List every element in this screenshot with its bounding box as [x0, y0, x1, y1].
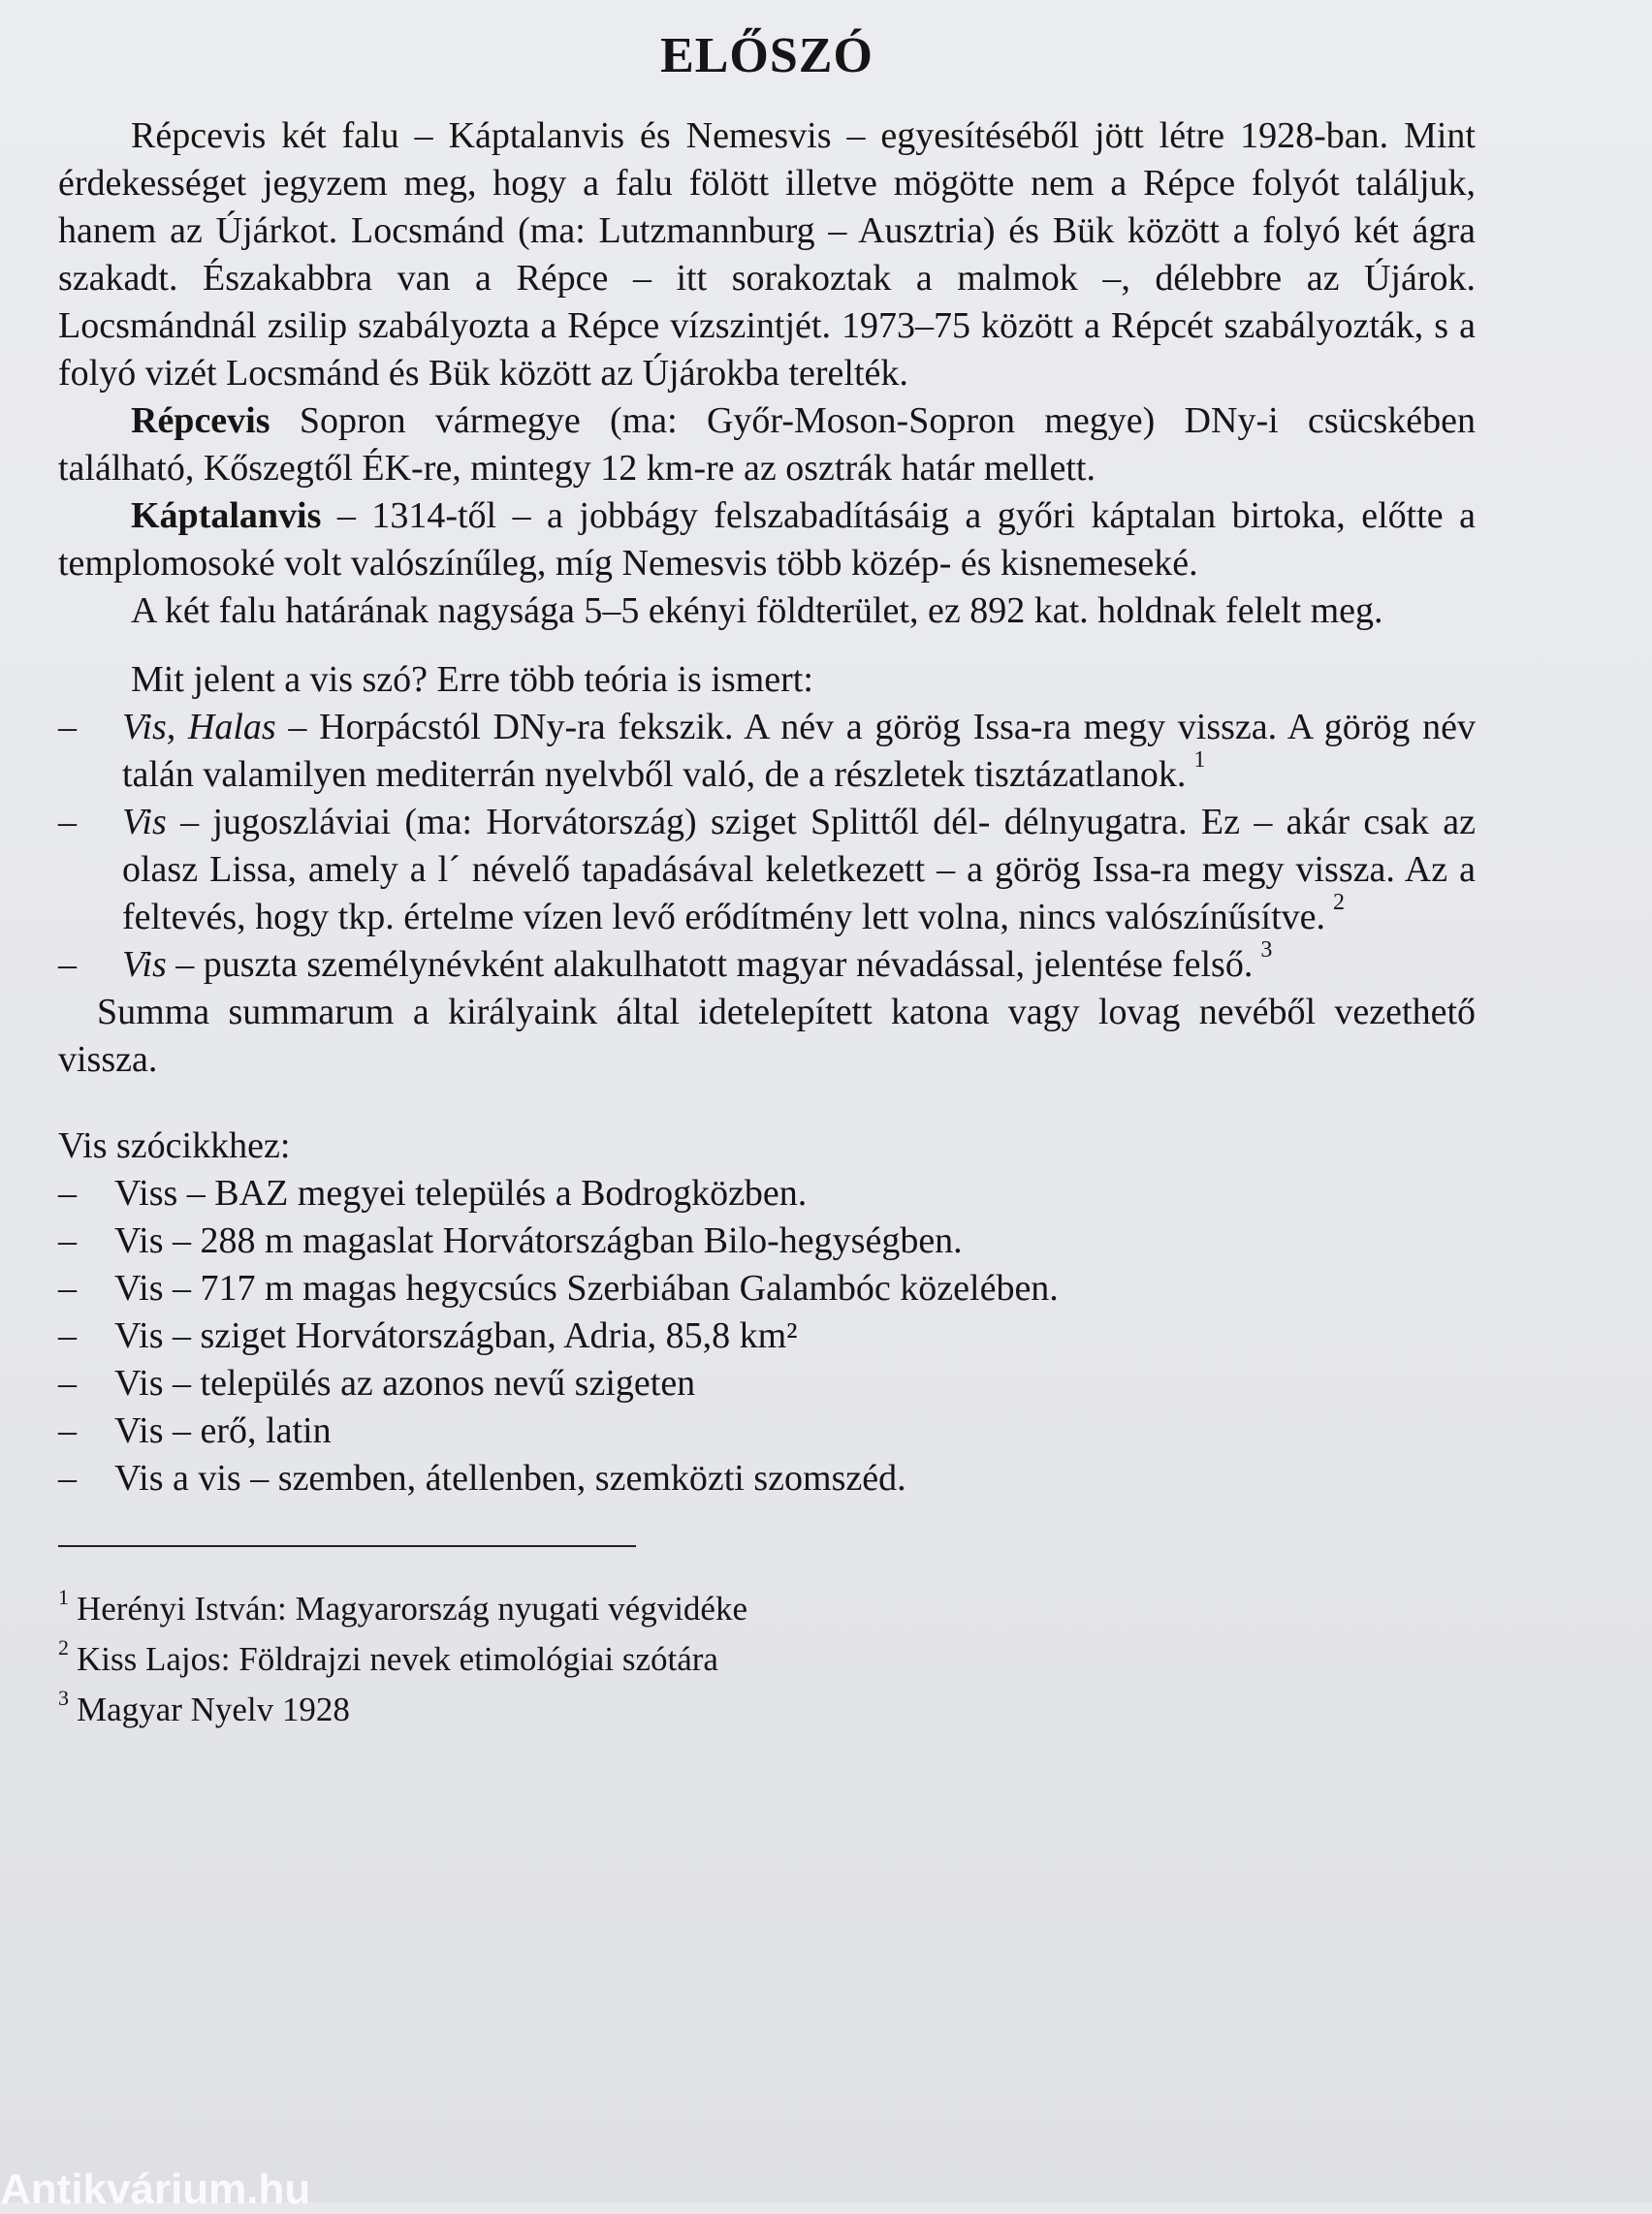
theory-term: Vis: [122, 802, 167, 842]
theory-item: [58, 704, 1476, 799]
paragraph-boundary: A két falu határának nagysága 5–5 ekényi földterület, ez 892 kat. holdnak felelt meg.: [131, 590, 1383, 631]
list-item-text: Vis – 288 m magaslat Horvátországban Bilo-hegységben.: [114, 1220, 963, 1261]
dash-bullet: –: [58, 1363, 77, 1404]
footnote-item: [58, 1685, 1476, 1735]
footnote-text: Herényi István: Magyarország nyugati végvidéke: [77, 1590, 747, 1628]
footnote-item: [58, 1634, 1476, 1685]
footnote-text: Magyar Nyelv 1928: [77, 1691, 350, 1728]
watermark: Antikvárium.hu: [0, 2166, 311, 2213]
entry-list: [58, 1123, 1476, 1502]
footnote-ref[interactable]: 3: [1260, 937, 1273, 963]
footnote-item: [58, 1584, 1476, 1634]
paragraph-intro: Répcevis két falu – Káptalanvis és Nemesvis – egyesítéséből jött létre 1928-ban. Mint érdekességet jegyzem meg, hogy a falu fölött illetve mögötte nem a Répce folyót találjuk, hanem az Újárkot. Locsmánd (ma: Lutzmannburg – Ausztria) és Bük között a folyó két ágra szakadt. Északabbra van a Répce – itt sorakoztak a malmok –, délebbre az Újárok. Locsmándnál zsilip szabályozta a Répce vízszintjét. 1973–75 között a Répcét szabályozták, s a folyó vizét Locsmánd és Bük között az Újárokba terelték.: [58, 115, 1476, 394]
theory-item: [58, 799, 1476, 941]
term-repcevis: Répcevis: [131, 400, 270, 441]
entry-list-heading: Vis szócikkhez:: [58, 1125, 291, 1166]
theory-term: Vis, Halas: [122, 707, 276, 747]
dash-bullet: –: [58, 1458, 77, 1499]
list-item: [58, 1218, 1476, 1265]
list-item: [58, 1360, 1476, 1407]
list-item-text: Vis – 717 m magas hegycsúcs Szerbiában Galambóc közelében.: [114, 1268, 1059, 1309]
theory-item: [58, 937, 1476, 989]
list-item: [58, 1170, 1476, 1218]
paragraph-repcevis: [58, 397, 1476, 492]
list-item-text: Vis – sziget Horvátországban, Adria, 85,8 km²: [114, 1315, 798, 1356]
footnote-ref[interactable]: 2: [1333, 890, 1345, 915]
dash-bullet: –: [58, 1268, 77, 1309]
dash-bullet: –: [58, 1410, 77, 1451]
footnote-number: 1: [58, 1585, 69, 1609]
theory-term: Vis: [122, 944, 167, 985]
list-item-text: Vis – erő, latin: [114, 1410, 332, 1451]
list-item-text: Viss – BAZ megyei település a Bodrogközben.: [114, 1173, 808, 1214]
dash-bullet: –: [58, 802, 77, 842]
paragraph-kaptalanvis-text: – 1314-től – a jobbágy felszabadításáig a győri káptalan birtoka, előtte a templomosoké volt valószínűleg, míg Nemesvis több közép- és kisnemeseké.: [58, 495, 1476, 584]
list-item: [58, 1455, 1476, 1502]
list-item-text: Vis a vis – szemben, átellenben, szemközti szomszéd.: [114, 1458, 906, 1499]
footnote-divider: [58, 1545, 636, 1547]
theory-text: – jugoszláviai (ma: Horvátország) sziget Splittől dél- délnyugatra. Ez – akár csak az olasz Lissa, amely a l´ névelő tapadásával keletkezett – a görög Issa-ra megy vissza. Az a feltevés, hogy tkp. értelme vízen levő erődítmény lett volna, nincs valószínűsítve.: [122, 802, 1476, 937]
page-content: [58, 21, 1476, 1735]
theory-text: – puszta személynévként alakulhatott magyar névadással, jelentése felső.: [166, 944, 1254, 985]
dash-bullet: –: [58, 1220, 77, 1261]
list-item: [58, 1407, 1476, 1455]
page-title: ELŐSZÓ: [660, 28, 874, 83]
dash-bullet: –: [58, 707, 77, 747]
term-kaptalanvis: Káptalanvis: [131, 495, 322, 536]
footnote-number: 2: [58, 1635, 69, 1660]
dash-bullet: –: [58, 944, 77, 985]
footnote-number: 3: [58, 1686, 69, 1710]
dash-bullet: –: [58, 1315, 77, 1356]
theory-text: – Horpácstól DNy-ra fekszik. A név a görög Issa-ra megy vissza. A görög név talán valamilyen mediterrán nyelvből való, de a részletek tisztázatlanok.: [122, 707, 1476, 795]
footnotes: [58, 1584, 1476, 1735]
paragraph-repcevis-text: Sopron vármegye (ma: Győr-Moson-Sopron megye) DNy-i csücskében található, Kőszegtől ÉK-re, mintegy 12 km-re az osztrák határ mellett.: [58, 400, 1476, 489]
paragraph-question: Mit jelent a vis szó? Erre több teória is ismert:: [131, 659, 813, 700]
list-item: [58, 1265, 1476, 1313]
footnote-ref[interactable]: 1: [1193, 747, 1206, 773]
footnote-text: Kiss Lajos: Földrajzi nevek etimológiai szótára: [77, 1640, 718, 1678]
paragraph-summary: Summa summarum a királyaink által idetelepített katona vagy lovag nevéből vezethető vissza.: [58, 992, 1476, 1080]
list-item-text: Vis – település az azonos nevű szigeten: [114, 1363, 696, 1404]
list-item: [58, 1313, 1476, 1360]
theory-list: [58, 704, 1476, 989]
paragraph-kaptalanvis: [58, 492, 1476, 587]
dash-bullet: –: [58, 1173, 77, 1214]
